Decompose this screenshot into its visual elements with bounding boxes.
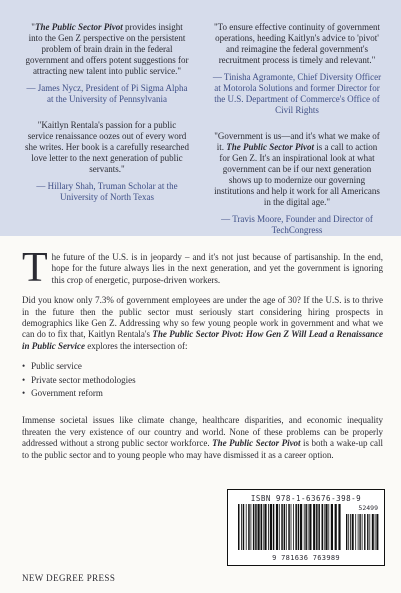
price-bar — [350, 514, 351, 550]
list-item: • Government reform — [22, 388, 383, 399]
barcode-bar — [268, 504, 269, 550]
barcode-bar — [255, 504, 257, 550]
price-bar — [369, 514, 370, 550]
ean-bars — [238, 504, 341, 550]
barcode-bar — [248, 504, 250, 550]
barcode-bar — [241, 504, 242, 550]
list-item: • Public service — [22, 361, 383, 372]
intro-paragraph: The future of the U.S. is in jeopardy – and it's not just because of partisanship. In the end, hope for the future always lies in the next generation, and yet the government is ignoring this crop of energetic, purpose-driven workers. — [22, 245, 383, 291]
price-bar — [375, 514, 376, 550]
barcode-bar — [273, 504, 275, 550]
barcode-bar — [246, 504, 247, 550]
book-title: The Public Sector Pivot: How Gen Z Will Lead a Renaissance in Public Service — [22, 329, 383, 351]
barcode-bar — [238, 504, 240, 550]
endorsement-attribution: — James Nycz, President of Pi Sigma Alpha at the University of Pennsylvania — [26, 83, 188, 104]
barcode-bar — [304, 504, 305, 550]
price-bar — [372, 514, 374, 550]
price-bar — [362, 514, 363, 550]
price-bar — [376, 514, 378, 550]
barcode-bar — [331, 504, 333, 550]
endorsement-quote: "Government is us—and it's what we make of it. The Public Sector Pivot is a call to action for Gen Z. It's an inspirational look at what government can be if our next generation shows up to modernize our governing institutions and help it work for all Americans in the digital age." — Travis Moore, Founder and Director of TechCongress — [212, 131, 382, 236]
price-bar — [358, 514, 359, 550]
price-bar — [364, 514, 365, 550]
description-paragraph: Did you know only 7.3% of government employees are under the age of 30? If the U.S. is to thrive in the future then the public sector must seriously start considering hiring prospects in demographics like Gen Z. Addressing why so few young people work in government and what we can do to fix that, Kaitlyn Rentala's The Public Sector Pivot: How Gen Z Will Lead a Renaissance in Public Service explores the intersection of: — [22, 295, 383, 351]
barcode-bar — [300, 504, 302, 550]
barcode-bar — [284, 504, 286, 550]
ean-number: 9 781636 763989 — [272, 554, 340, 562]
endorsement-attribution: — Hillary Shah, Truman Scholar at the University of North Texas — [36, 181, 178, 202]
price-code: 52499 — [358, 504, 378, 512]
price-bar — [359, 514, 360, 550]
barcode-bar — [325, 504, 327, 550]
price-bar — [355, 514, 356, 550]
book-title: The Public Sector Pivot — [212, 438, 301, 449]
topics-list — [22, 361, 383, 399]
endorsement-quote: "Kaitlyn Rentala's passion for a public service renaissance oozes out of every word she writes. Her book is a carefully researched love letter to the next generation of public servants." — Hillary Shah, Truman Scholar at the University of North Texas — [25, 120, 189, 202]
publisher-name: NEW DEGREE PRESS — [22, 573, 116, 583]
barcode-bar — [281, 504, 283, 550]
barcode-bar — [243, 504, 245, 550]
closing-paragraph: Immense societal issues like climate change, healthcare disparities, and economic inequality threaten the very existence of our country and world. None of these problems can be properly addressed without a strong public sector workforce. The Public Sector Pivot is both a wake-up call to the public sector and to young people who may have dismissed it as a career option. — [22, 415, 383, 460]
book-description — [22, 245, 383, 470]
barcode-bar — [295, 504, 297, 550]
isbn-label: ISBN 978-1-63676-398-9 — [250, 494, 362, 503]
endorsements-left-column — [24, 22, 190, 218]
price-bar — [346, 514, 347, 550]
barcode-bar — [276, 504, 278, 550]
price-bar — [348, 514, 349, 550]
barcode-bar — [263, 504, 264, 550]
barcode-bar — [308, 504, 309, 550]
barcode-bar — [293, 504, 294, 550]
barcode-bar — [338, 504, 340, 550]
drop-cap: T — [22, 245, 48, 291]
barcode-bar — [264, 504, 266, 550]
barcode-bar — [309, 504, 311, 550]
list-item: • Private sector methodologies — [22, 375, 383, 386]
price-bars — [346, 514, 378, 550]
barcode-bar — [318, 504, 320, 550]
barcode-bar — [291, 504, 292, 550]
barcode-bar — [335, 504, 337, 550]
barcode-bar — [316, 504, 318, 550]
isbn-barcode — [227, 489, 385, 566]
barcode-bar — [279, 504, 280, 550]
barcode-bar — [298, 504, 300, 550]
endorsement-quote: "To ensure effective continuity of government operations, heeding Kaitlyn's advice to 'pivot' and reimagine the federal government's recruitment process is timely and relevant." — Tinisha Agramonte, Chief Diversity Officer at Motorola Solutions and former Director for the U.S. Department of Commerce's Office of Civil Rights — [212, 22, 382, 115]
endorsements-right-column — [212, 22, 382, 251]
endorsement-attribution: — Tinisha Agramonte, Chief Diversity Officer at Motorola Solutions and former Director for the U.S. Department of Commerce's Office of Civil Rights — [212, 72, 382, 115]
book-title: The Public Sector Pivot — [226, 142, 315, 152]
endorsement-quote: "The Public Sector Pivot provides insight into the Gen Z perspective on the persistent problem of brain drain in the federal government and offers potent suggestions for attracting new talent into public service." — James Nycz, President of Pi Sigma Alpha at the University of Pennsylvania — [25, 22, 189, 104]
barcode-bar — [258, 504, 260, 550]
barcode-bar — [253, 504, 255, 550]
barcode-bar — [286, 504, 287, 550]
barcode-bar — [288, 504, 290, 550]
endorsement-attribution: — Travis Moore, Founder and Director of TechCongress — [221, 214, 373, 235]
endorsements-panel — [0, 0, 401, 236]
price-bar — [367, 514, 368, 550]
barcode-bar — [251, 504, 252, 550]
barcode-bar — [270, 504, 272, 550]
barcode-bar — [324, 504, 325, 550]
book-title: The Public Sector Pivot — [34, 22, 123, 32]
barcode-bar — [322, 504, 324, 550]
price-bar — [352, 514, 354, 550]
barcode-bar — [305, 504, 307, 550]
barcode-bar — [261, 504, 263, 550]
barcode-bar — [328, 504, 329, 550]
barcode-bar — [313, 504, 315, 550]
